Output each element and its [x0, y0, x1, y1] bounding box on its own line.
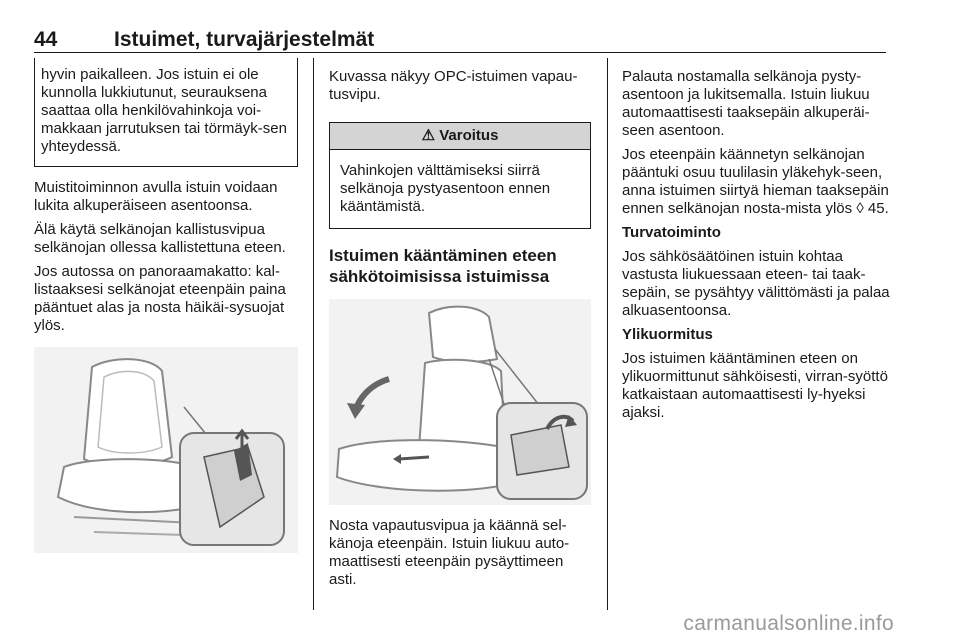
warning-title: Varoitus: [439, 127, 499, 144]
subheading-safety: Turvatoiminto: [622, 224, 721, 241]
paragraph-headrest: [622, 146, 890, 218]
seat-lever-figure: [34, 347, 298, 553]
paragraph-panorama: Jos autossa on panoraamakatto: kal-listaaksesi selkänojat eteenpäin paina pääntuet alas ja nosta häikäi-sysuojat ylös.: [34, 263, 286, 334]
page-reference-icon: ◊: [856, 200, 864, 217]
seat-fold-illustration: [329, 299, 591, 505]
paragraph-lever-warning: Älä käytä selkänojan kallistusvipua selkänojan ollessa kallistettuna eteen.: [34, 221, 286, 256]
column-divider-1: [313, 58, 314, 610]
subheading-overload: Ylikuormitus: [622, 326, 713, 343]
seat-fold-figure: [329, 299, 591, 505]
column-1: [34, 58, 298, 553]
warning-icon: ⚠: [421, 127, 436, 144]
paragraph-release-lever: Nosta vapautusvipua ja käännä sel-känoja eteenpäin. Istuin liukuu auto-maattisesti eteenpäin pysäyttimeen asti.: [329, 517, 570, 588]
paragraph-return: Palauta nostamalla selkänoja pysty-asentoon ja lukitsemalla. Istuin liukuu automaattisesti taaksepäin alkuperäi-seen asentoon.: [622, 68, 870, 139]
page-header: [34, 28, 886, 52]
paragraph-safety: Jos sähkösäätöinen istuin kohtaa vastusta liukuessaan eteen- tai taak-sepäin, se pysähtyy välittömästi ja palaa alkuasentoonsa.: [622, 248, 890, 319]
seat-illustration: [34, 347, 298, 553]
watermark: carmanualsonline.info: [683, 612, 894, 635]
column-divider-2: [607, 58, 608, 610]
page-title: Istuimet, turvajärjestelmät: [114, 28, 375, 51]
paragraph-overload: Jos istuimen kääntäminen eteen on ylikuormittunut sähköisesti, virran-syöttö katkaistaan automaattisesti ly-hyeksi ajaksi.: [622, 350, 888, 421]
warning-continuation-box: [34, 58, 298, 167]
warning-header: [330, 123, 590, 150]
column-2: [329, 68, 591, 595]
warning-body: Vahinkojen välttämiseksi siirrä selkänoja pystyasentoon ennen kääntämistä.: [340, 162, 551, 215]
warning-box: [329, 122, 591, 229]
header-rule: [34, 52, 886, 53]
warning-continuation-text: hyvin paikalleen. Jos istuin ei ole kunnolla lukkiutunut, seurauksena saattaa olla henkilövahinkoja voi-makkaan jarrutuksen tai törmäyk-sen yhteydessä.: [41, 66, 287, 155]
paragraph-memory: Muistitoiminnon avulla istuin voidaan lukita alkuperäiseen asentoonsa.: [34, 179, 278, 214]
page-reference: 45.: [867, 200, 889, 217]
column-3: [622, 68, 890, 428]
figure-intro: Kuvassa näkyy OPC-istuimen vapau-tusvipu.: [329, 68, 578, 103]
paragraph-headrest-text: Jos eteenpäin käännetyn selkänojan pääntuki osuu tuulilasin yläkehyk-seen, anna istuimen siirtyä hieman taaksepäin ennen selkänojan nosta-mista ylös: [622, 146, 889, 217]
page-number: 44: [34, 28, 58, 51]
section-heading: Istuimen kääntäminen eteen sähkötoimisissa istuimissa: [329, 246, 557, 286]
